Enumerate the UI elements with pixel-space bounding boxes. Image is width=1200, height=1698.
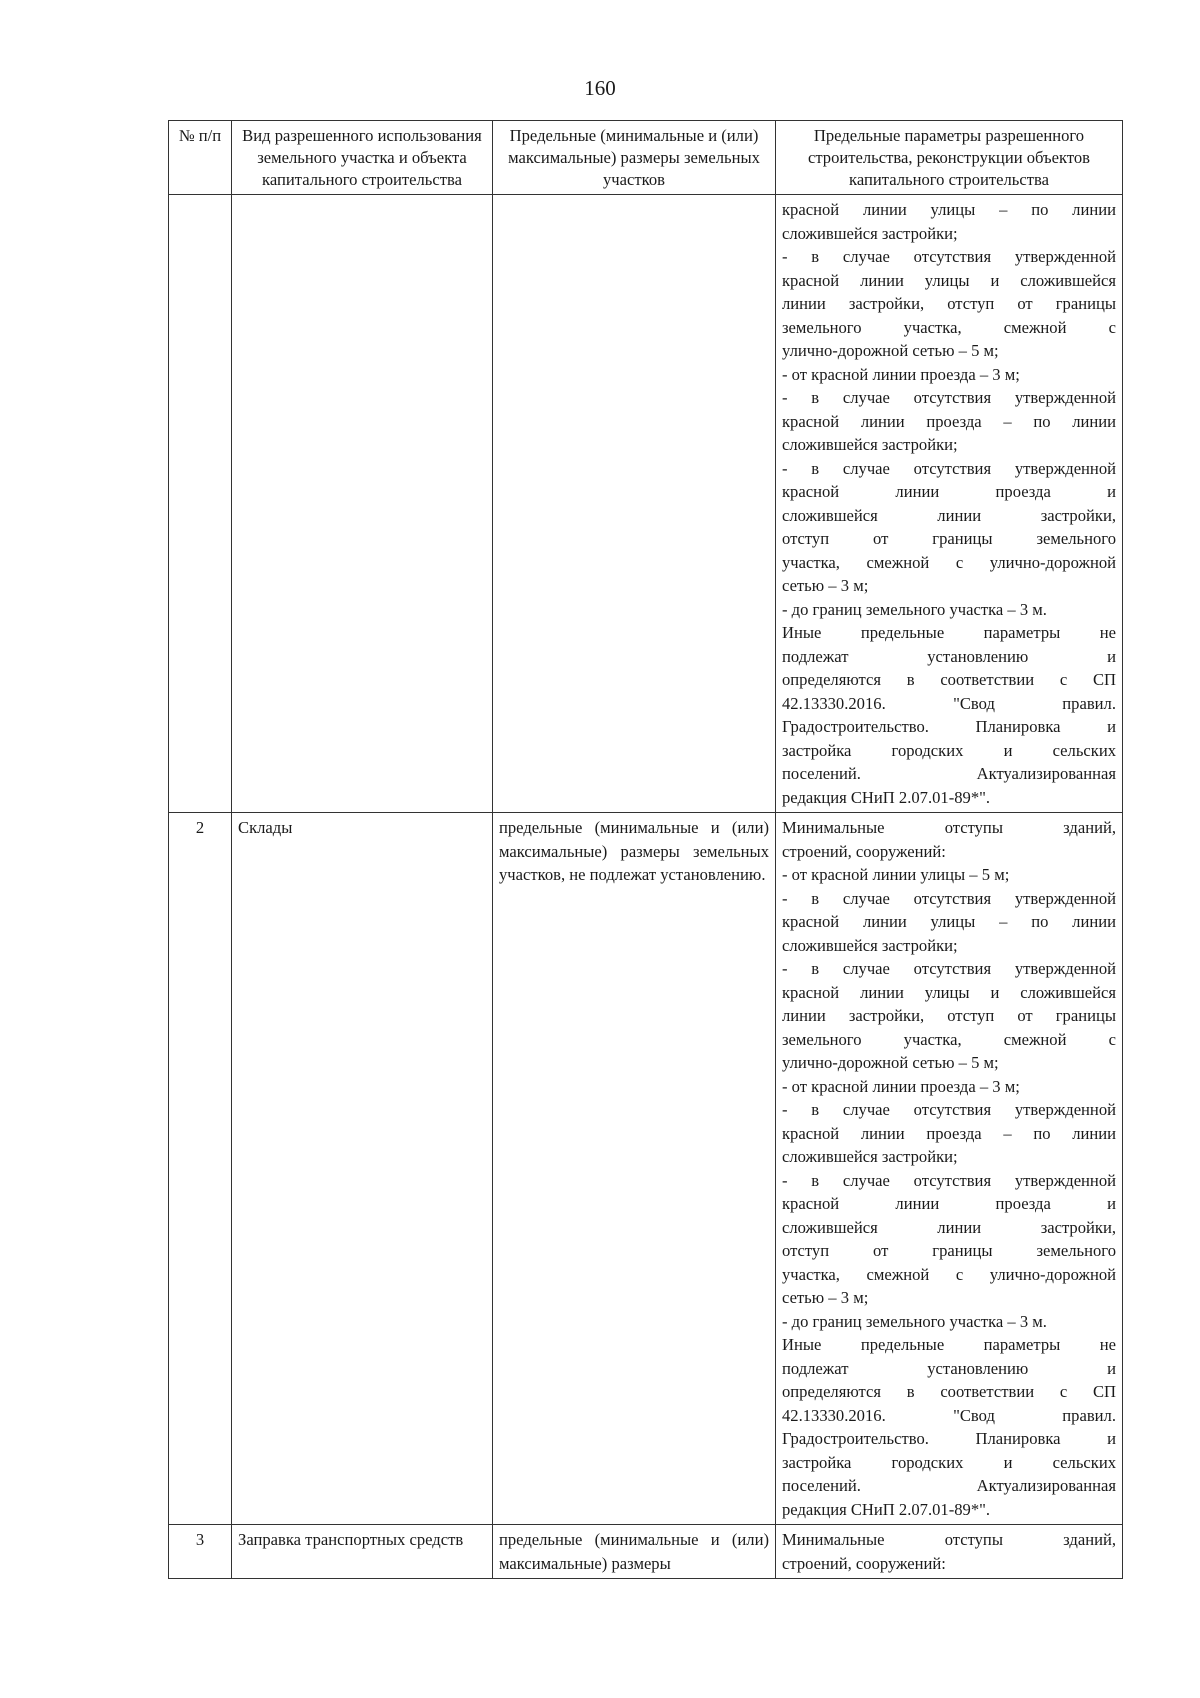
table-row bbox=[169, 195, 1123, 813]
parameter-line: 42.13330.2016. "Свод правил. bbox=[782, 1405, 1116, 1425]
row-number: 3 bbox=[169, 1525, 232, 1579]
table-row bbox=[169, 1525, 1123, 1579]
plot-size-text bbox=[493, 195, 776, 813]
parameter-line: улично-дорожной сетью – 5 м; bbox=[782, 341, 999, 360]
parameter-line: - от красной линии проезда – 3 м; bbox=[782, 364, 1020, 384]
parameter-line: сложившейся застройки; bbox=[782, 935, 958, 955]
parameter-line: - в случае отсутствия утвержденной bbox=[782, 388, 1116, 407]
parameter-line: улично-дорожной сетью – 5 м; bbox=[782, 1053, 999, 1072]
parameter-line: красной линии проезда – по линии bbox=[782, 411, 1116, 431]
parameter-line: редакция СНиП 2.07.01-89*". bbox=[782, 1499, 991, 1519]
parameter-line: Иные предельные параметры не bbox=[782, 1335, 1116, 1354]
parameter-line: редакция СНиП 2.07.01-89*". bbox=[782, 787, 991, 807]
construction-parameters bbox=[776, 195, 1123, 813]
parameter-line: участка, смежной с улично-дорожной bbox=[782, 1264, 1116, 1284]
parameter-line: сложившейся застройки; bbox=[782, 1147, 958, 1166]
parameter-line: - в случае отсутствия утвержденной bbox=[782, 959, 1116, 978]
parameter-line: красной линии проезда и bbox=[782, 1194, 1116, 1213]
parameter-line: Градостроительство. Планировка и bbox=[782, 717, 1116, 736]
parameter-line: красной линии улицы и сложившейся bbox=[782, 982, 1116, 1002]
parameter-line: красной линии проезда – по линии bbox=[782, 1123, 1116, 1143]
permitted-use-name bbox=[232, 195, 493, 813]
parameter-line: линии застройки, отступ от границы bbox=[782, 1006, 1116, 1025]
parameter-line: - в случае отсутствия утвержденной bbox=[782, 1100, 1116, 1119]
parameter-line: - до границ земельного участка – 3 м. bbox=[782, 599, 1047, 619]
parameter-line: 42.13330.2016. "Свод правил. bbox=[782, 693, 1116, 713]
parameter-line: - в случае отсутствия утвержденной bbox=[782, 247, 1116, 266]
plot-size-text: предельные (минимальные и (или) максимальные) размеры bbox=[493, 1525, 776, 1579]
parameter-line: сложившейся линии застройки, bbox=[782, 505, 1116, 525]
parameter-line: поселений. Актуализированная bbox=[782, 1476, 1116, 1495]
parameter-line: - в случае отсутствия утвержденной bbox=[782, 1170, 1116, 1190]
table-row bbox=[169, 813, 1123, 1525]
table-header-row bbox=[169, 121, 1123, 195]
permitted-use-name: Склады bbox=[232, 813, 493, 1525]
parameter-line: красной линии проезда и bbox=[782, 482, 1116, 501]
parameter-line: Градостроительство. Планировка и bbox=[782, 1429, 1116, 1448]
header-construction-parameters: Предельные параметры разрешенного строительства, реконструкции объектов капитального строительства bbox=[776, 121, 1123, 195]
permitted-use-name: Заправка транспортных средств bbox=[232, 1525, 493, 1579]
header-number: № п/п bbox=[169, 121, 232, 195]
construction-parameters bbox=[776, 1525, 1123, 1579]
parameter-line: подлежат установлению и bbox=[782, 646, 1116, 666]
parameter-line: - в случае отсутствия утвержденной bbox=[782, 458, 1116, 478]
parameter-line: красной линии улицы – по линии bbox=[782, 912, 1116, 931]
parameter-line: определяются в соответствии с СП bbox=[782, 670, 1116, 689]
parameter-line: красной линии улицы – по линии bbox=[782, 200, 1116, 219]
parameter-line: земельного участка, смежной с bbox=[782, 317, 1116, 337]
parameter-line: строений, сооружений: bbox=[782, 841, 946, 861]
parameter-line: участка, смежной с улично-дорожной bbox=[782, 552, 1116, 572]
parameter-line: строений, сооружений: bbox=[782, 1553, 946, 1573]
parameter-line: сложившейся линии застройки, bbox=[782, 1217, 1116, 1237]
header-permitted-use: Вид разрешенного использования земельного участка и объекта капитального строительства bbox=[232, 121, 493, 195]
parameter-line: линии застройки, отступ от границы bbox=[782, 294, 1116, 313]
row-number bbox=[169, 195, 232, 813]
parameter-line: застройка городских и сельских bbox=[782, 1452, 1116, 1472]
parameter-line: - до границ земельного участка – 3 м. bbox=[782, 1311, 1047, 1331]
page-number: 160 bbox=[584, 76, 616, 100]
parameter-line: Минимальные отступы зданий, bbox=[782, 1530, 1116, 1549]
parameter-line: сложившейся застройки; bbox=[782, 223, 958, 243]
parameter-line: поселений. Актуализированная bbox=[782, 764, 1116, 783]
parameter-line: красной линии улицы и сложившейся bbox=[782, 270, 1116, 290]
parameter-line: - в случае отсутствия утвержденной bbox=[782, 888, 1116, 908]
parameter-line: - от красной линии проезда – 3 м; bbox=[782, 1076, 1020, 1096]
parameter-line: Минимальные отступы зданий, bbox=[782, 818, 1116, 837]
table-body bbox=[169, 195, 1123, 1579]
parameter-line: сложившейся застройки; bbox=[782, 435, 958, 454]
parameter-line: отступ от границы земельного bbox=[782, 1241, 1116, 1260]
parameter-line: застройка городских и сельских bbox=[782, 740, 1116, 760]
parameter-line: определяются в соответствии с СП bbox=[782, 1382, 1116, 1401]
parameter-line: сетью – 3 м; bbox=[782, 1288, 869, 1307]
header-plot-size: Предельные (минимальные и (или) максимальные) размеры земельных участков bbox=[493, 121, 776, 195]
parameter-line: - от красной линии улицы – 5 м; bbox=[782, 865, 1010, 884]
parameter-line: Иные предельные параметры не bbox=[782, 623, 1116, 642]
parameter-line: отступ от границы земельного bbox=[782, 529, 1116, 548]
parameter-line: сетью – 3 м; bbox=[782, 576, 869, 595]
regulations-table bbox=[168, 120, 1123, 1579]
row-number: 2 bbox=[169, 813, 232, 1525]
construction-parameters bbox=[776, 813, 1123, 1525]
parameter-line: подлежат установлению и bbox=[782, 1358, 1116, 1378]
plot-size-text: предельные (минимальные и (или) максимальные) размеры земельных участков, не подлежат установлению. bbox=[493, 813, 776, 1525]
parameter-line: земельного участка, смежной с bbox=[782, 1029, 1116, 1049]
